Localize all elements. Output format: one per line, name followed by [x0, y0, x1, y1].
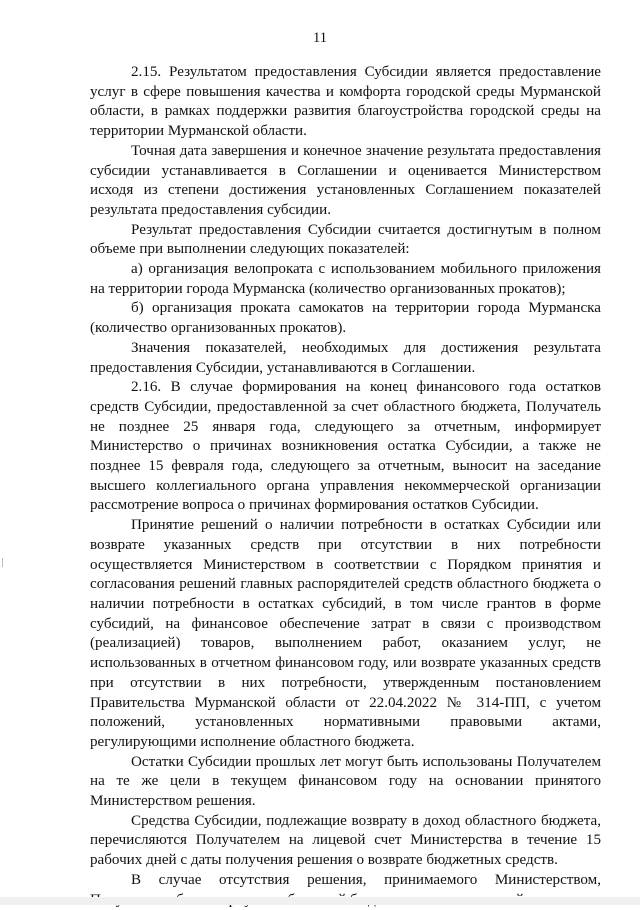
page-number: 11	[313, 30, 327, 46]
paragraph-decision-making: Принятие решений о наличии потребности в остатках Субсидии или возврате указанных средств при отсутствии в них потребности осуществляется Министерством в соответствии с Порядком принятия и согласования решений главных распорядителей средств областного бюджета о наличии потребности в остатках субсидий, в том числе грантов в форме субсидий, на финансовое обеспечение затрат в связи с производством (реализацией) товаров, выполнением работ, оказанием услуг, не использованных в отчетном финансовом году, или возврате указанных средств при отсутствии в них потребности, утвержденным постановлением Правительства Мурманской области от 22.04.2022 № 314-ПП, с учетом положений, установленных нормативными правовыми актами, регулирующими исполнение областного бюджета.	[90, 517, 601, 750]
scan-bottom-edge	[0, 897, 640, 905]
paragraph-no-decision: В случае отсутствия решения, принимаемого Министерством,	[131, 871, 601, 888]
paragraph-indicator-values: Значения показателей, необходимых для достижения результата предоставления Субсидии, устанавливаются в Соглашении.	[90, 339, 601, 376]
paragraph-2-15: 2.15. Результатом предоставления Субсидии является предоставление услуг в сфере повышения качества и комфорта городской среды Мурманской области, в рамках поддержки развития благоустройства городской среды на территории Мурманской области.	[90, 64, 601, 140]
scan-edge-mark	[2, 558, 3, 567]
paragraph-refund-funds: Средства Субсидии, подлежащие возврату в доход областного бюджета, перечисляются Получателем на лицевой счет Министерства в течение 15 рабочих дней с даты получения решения о возврате бюджетных средств.	[90, 812, 601, 869]
paragraph-result-achieved: Результат предоставления Субсидии считается достигнутым в полном объеме при выполнении следующих показателей:	[90, 221, 601, 258]
list-item-b: б) организация проката самокатов на территории города Мурманска (количество организованных прокатов).	[90, 300, 601, 337]
paragraph-prior-year-balances: Остатки Субсидии прошлых лет могут быть использованы Получателем на те же цели в текущем финансовом году на основании принятого Министерством решения.	[90, 753, 601, 810]
paragraph-completion-date: Точная дата завершения и конечное значение результата предоставления субсидии устанавливается в Соглашении и оценивается Министерством исходя из степени достижения установленных Соглашением показателей результата предоставления субсидии.	[90, 142, 601, 218]
paragraph-2-16: 2.16. В случае формирования на конец финансового года остатков средств Субсидии, предоставленной за счет областного бюджета, Получатель не позднее 25 января года, следующего за отчетным, информирует Министерство о причинах возникновения остатка Субсидии, а также не позднее 15 февраля года, следующего за отчетным, выносит на заседание высшего коллегиального органа управления некоммерческой организации рассмотрение вопроса о причинах формирования остатков Субсидии.	[90, 379, 601, 514]
list-item-a: а) организация велопроката с использованием мобильного приложения на территории города Мурманска (количество организованных прокатов);	[90, 261, 601, 297]
document-body	[90, 63, 601, 910]
